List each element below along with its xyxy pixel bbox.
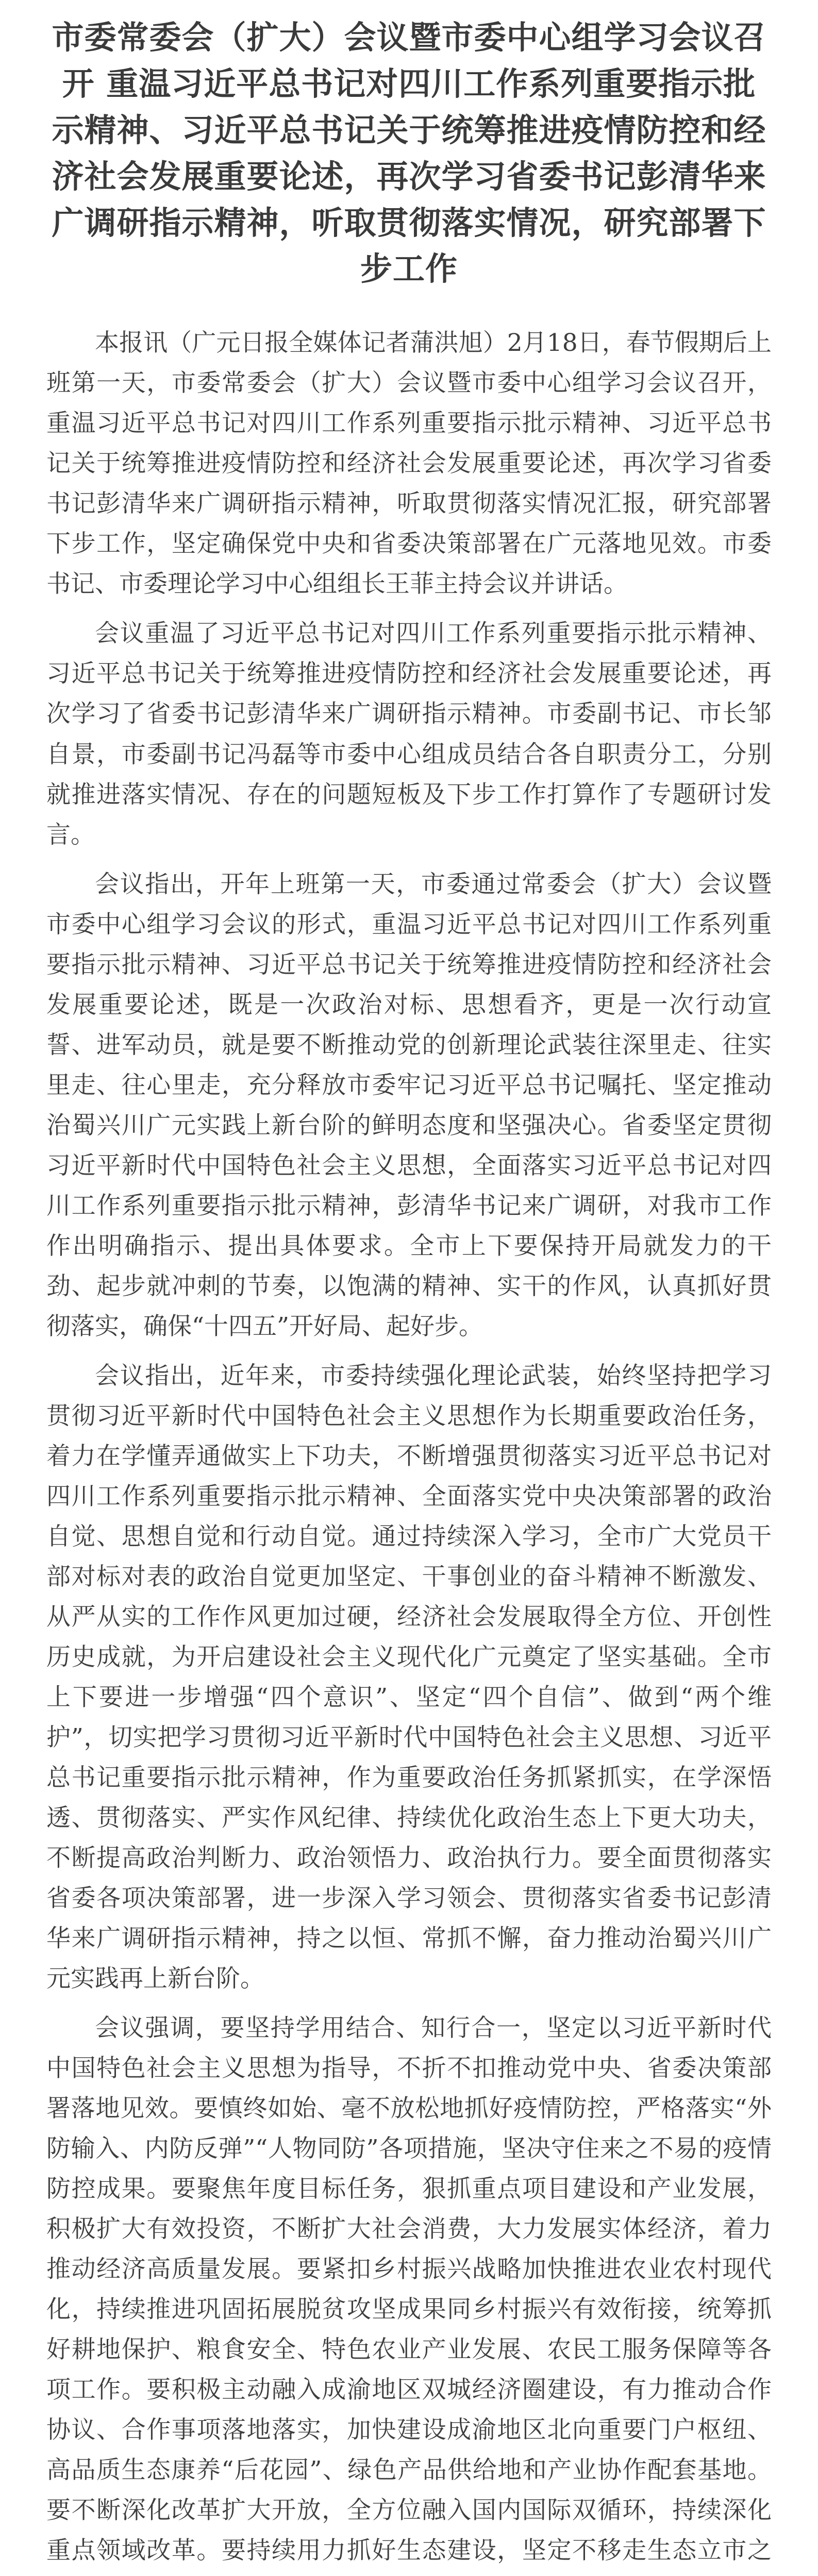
article-paragraph-1: 本报讯（广元日报全媒体记者蒲洪旭）2月18日，春节假期后上班第一天，市委常委会（扩大）会议暨市委中心组学习会议召开，重温习近平总书记对四川工作系列重要指示批示精神、习近平总书记关于统筹推进疫情防控和经济社会发展重要论述，再次学习省委书记彭清华来广调研指示精神，听取贯彻落实情况汇报，研究部署下步工作，坚定确保党中央和省委决策部署在广元落地见效。市委书记、市委理论学习中心组组长王菲主持会议并讲话。 [46,329,772,599]
article-paragraph-4: 会议指出，近年来，市委持续强化理论武装，始终坚持把学习贯彻习近平新时代中国特色社会主义思想作为长期重要政治任务，着力在学懂弄通做实上下功夫，不断增强贯彻落实习近平总书记对四川工作系列重要指示批示精神、全面落实党中央决策部署的政治自觉、思想自觉和行动自觉。通过持续深入学习，全市广大党员干部对标对表的政治自觉更加坚定、干事创业的奋斗精神不断激发、从严从实的工作作风更加过硬，经济社会发展取得全方位、开创性历史成就，为开启建设社会主义现代化广元奠定了坚实基础。全市上下要进一步增强“四个意识”、坚定“四个自信”、做到“两个维护”，切实把学习贯彻习近平新时代中国特色社会主义思想、习近平总书记重要指示批示精神，作为重要政治任务抓紧抓实，在学深悟透、贯彻落实、严实作风纪律、持续优化政治生态上下更大功夫，不断提高政治判断力、政治领悟力、政治执行力。要全面贯彻落实省委各项决策部署，进一步深入学习领会、贯彻落实省委书记彭清华来广调研指示精神，持之以恒、常抓不懈，奋力推动治蜀兴川广元实践再上新台阶。 [46,1361,772,1993]
article-paragraph-2: 会议重温了习近平总书记对四川工作系列重要指示批示精神、习近平总书记关于统筹推进疫情防控和经济社会发展重要论述，再次学习了省委书记彭清华来广调研指示精神。市委副书记、市长邹自景，市委副书记冯磊等市委中心组成员结合各自职责分工，分别就推进落实情况、存在的问题短板及下步工作打算作了专题研讨发言。 [46,619,772,849]
article-title: 市委常委会（扩大）会议暨市委中心组学习会议召开 重温习近平总书记对四川工作系列重要指示批示精神、习近平总书记关于统筹推进疫情防控和经济社会发展重要论述，再次学习省委书记彭清华来广调研指示精神，听取贯彻落实情况，研究部署下步工作 [52,19,766,288]
article-body [46,323,772,2576]
article-paragraph-5: 会议强调，要坚持学用结合、知行合一，坚定以习近平新时代中国特色社会主义思想为指导，不折不扣推动党中央、省委决策部署落地见效。要慎终如始、毫不放松地抓好疫情防控，严格落实“外防输入、内防反弹”“人物同防”各项措施，坚决守住来之不易的疫情防控成果。要聚焦年度目标任务，狠抓重点项目建设和产业发展，积极扩大有效投资，不断扩大社会消费，大力发展实体经济，着力推动经济高质量发展。要紧扣乡村振兴战略加快推进农业农村现代化，持续推进巩固拓展脱贫攻坚成果同乡村振兴有效衔接，统筹抓好耕地保护、粮食安全、特色农业产业发展、农民工服务保障等各项工作。要积极主动融入成渝地区双城经济圈建设，有力推动合作协议、合作事项落地落实，加快建设成渝地区北向重要门户枢纽、高品质生态康养“后花园”、绿色产品供给地和产业协作配套基地。要不断深化改革扩大开放，全方位融入国内国际双循环，持续深化重点领域改革。要持续用力抓好生态建设，坚定不移走生态立市之 [46,2013,772,2565]
article-paragraph-3: 会议指出，开年上班第一天，市委通过常委会（扩大）会议暨市委中心组学习会议的形式，重温习近平总书记对四川工作系列重要指示批示精神、习近平总书记关于统筹推进疫情防控和经济社会发展重要论述，既是一次政治对标、思想看齐，更是一次行动宣誓、进军动员，就是要不断推动党的创新理论武装往深里走、往实里走、往心里走，充分释放市委牢记习近平总书记嘱托、坚定推动治蜀兴川广元实践上新台阶的鲜明态度和坚强决心。省委坚定贯彻习近平新时代中国特色社会主义思想，全面落实习近平总书记对四川工作系列重要指示批示精神，彭清华书记来广调研，对我市工作作出明确指示、提出具体要求。全市上下要保持开局就发力的干劲、起步就冲刺的节奏，以饱满的精神、实干的作风，认真抓好贯彻落实，确保“十四五”开好局、起好步。 [46,870,772,1341]
